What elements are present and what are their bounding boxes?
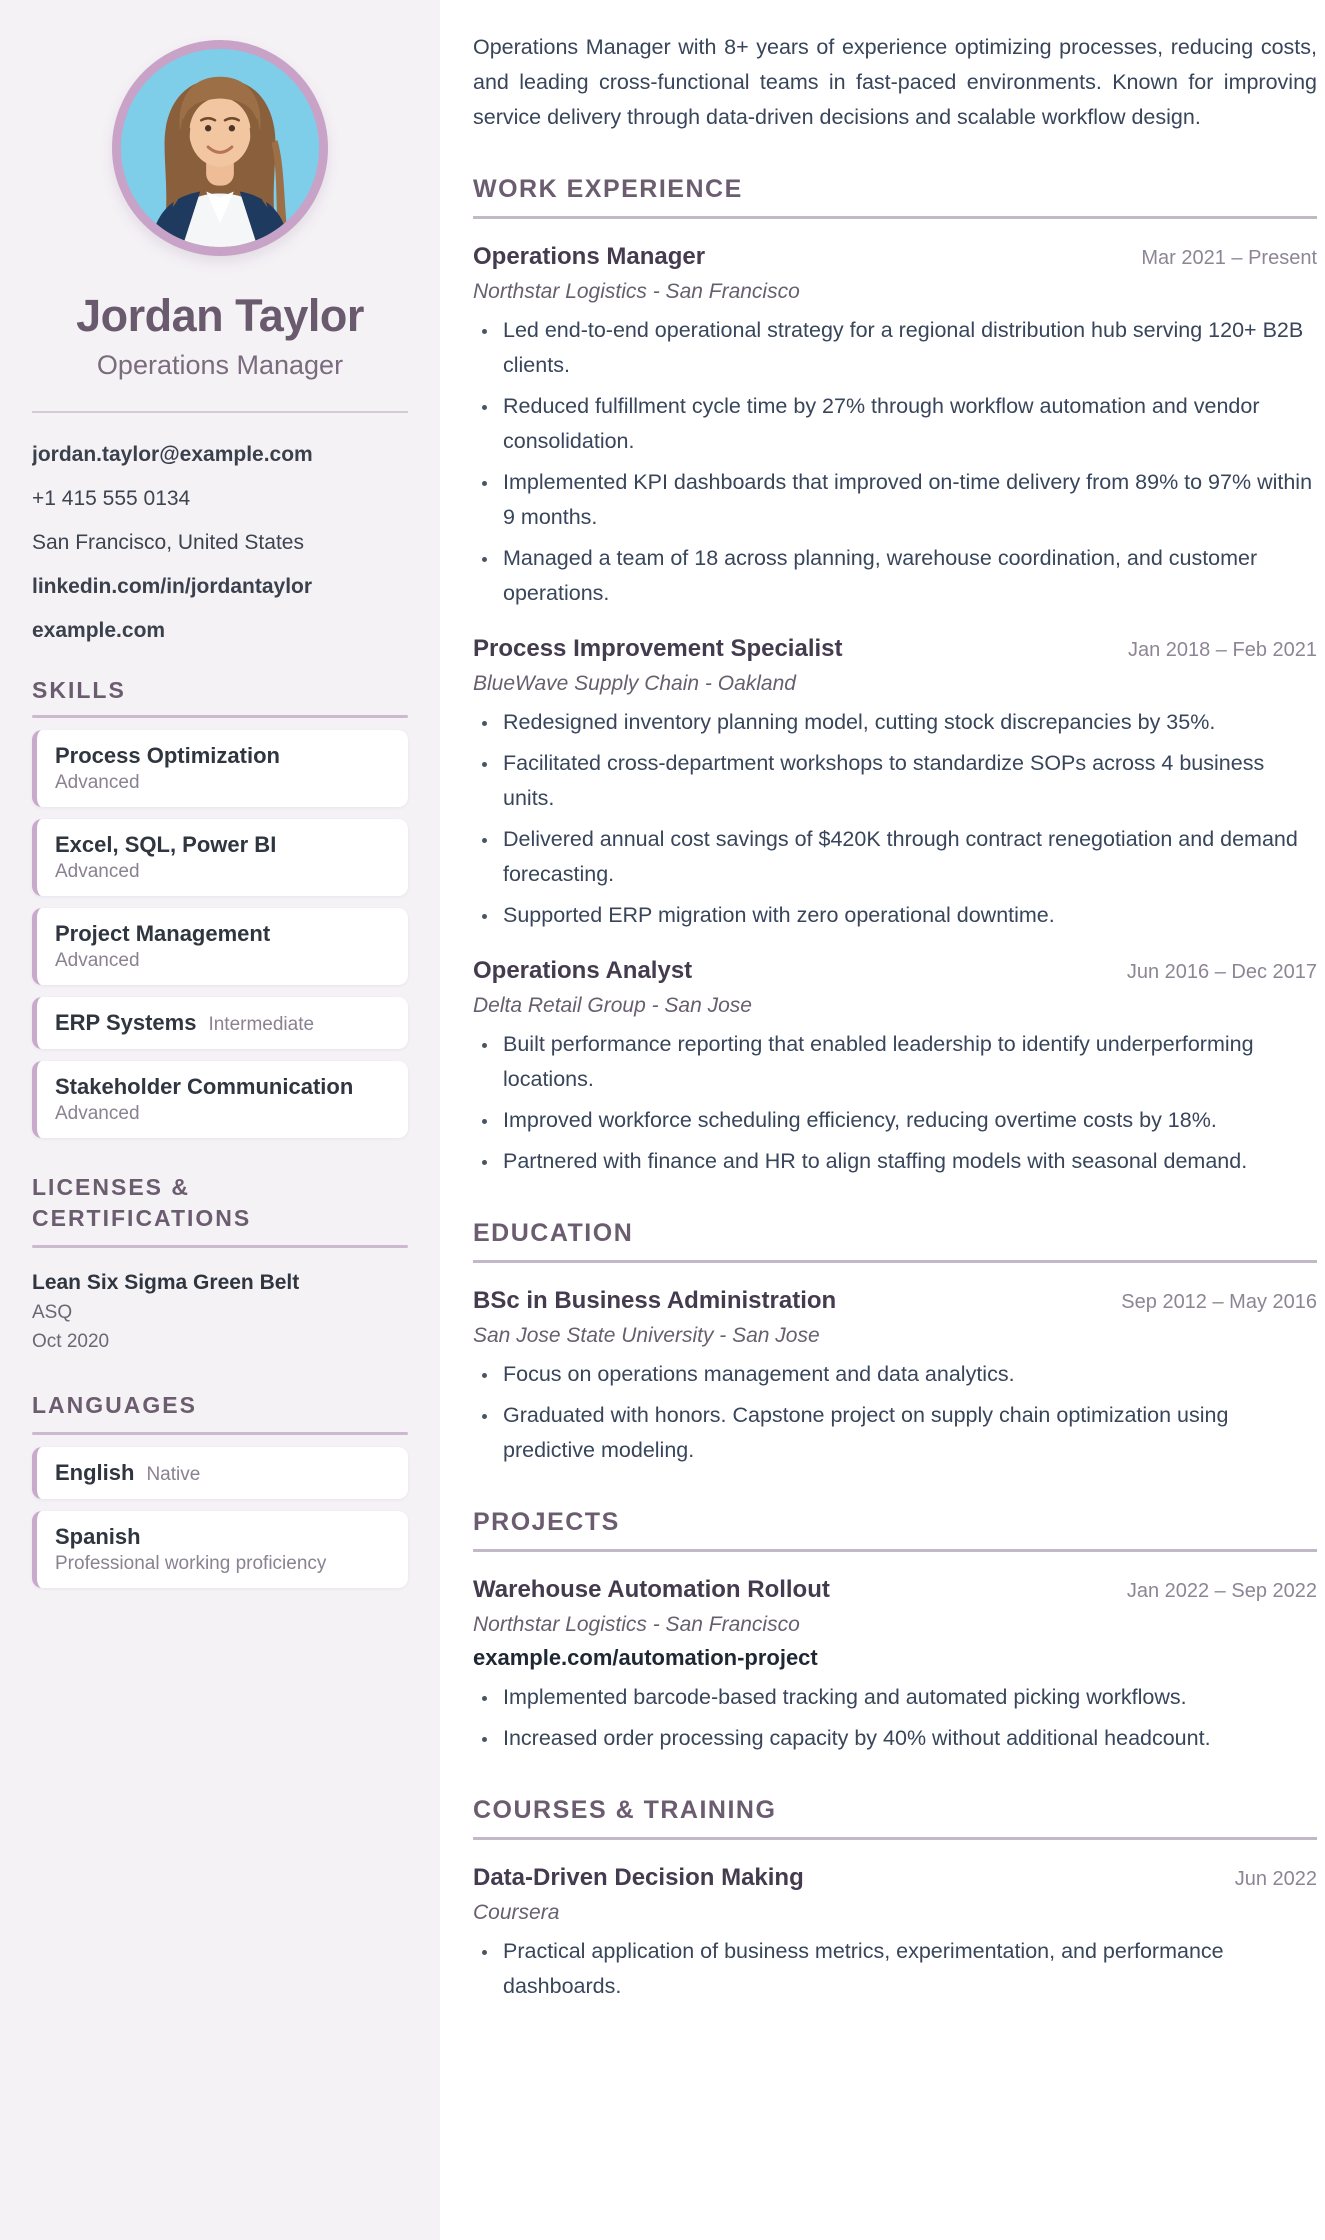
profile-photo <box>112 40 328 256</box>
projects-heading: PROJECTS <box>473 1508 620 1536</box>
education-divider <box>473 1260 1317 1263</box>
profile-photo-illustration <box>121 49 319 247</box>
course-date: Jun 2022 <box>1234 1868 1317 1890</box>
contact-linkedin[interactable]: linkedin.com/in/jordantaylor <box>32 575 313 598</box>
language-name: Spanish <box>55 1524 141 1549</box>
languages-heading: LANGUAGES <box>32 1392 197 1418</box>
contact-website[interactable]: example.com <box>32 619 166 642</box>
job-bullet: • Reduced fulfillment cycle time by 27% through workflow automation and vendor consolidation. <box>499 389 1317 459</box>
skill-level: Intermediate <box>208 1014 315 1035</box>
job-entry <box>473 243 1317 611</box>
job-bullet: • Redesigned inventory planning model, cutting stock discrepancies by 35%. <box>499 705 1317 740</box>
skills-list <box>32 730 408 1138</box>
language-level: Professional working proficiency <box>55 1553 327 1574</box>
course-bullet: • Practical application of business metrics, experimentation, and performance dashboards. <box>499 1934 1317 2004</box>
project-title: Warehouse Automation Rollout <box>473 1576 830 1603</box>
job-date: Jan 2018 – Feb 2021 <box>1127 639 1317 661</box>
contact-email[interactable]: jordan.taylor@example.com <box>32 443 313 466</box>
contact-phone: +1 415 555 0134 <box>32 487 191 510</box>
job-date: Jun 2016 – Dec 2017 <box>1126 961 1317 983</box>
course-provider: Coursera <box>473 1901 560 1924</box>
degree-title: BSc in Business Administration <box>473 1287 837 1314</box>
language-card <box>32 1447 408 1499</box>
project-bullet: • Increased order processing capacity by 40% without additional headcount. <box>499 1721 1317 1756</box>
education-bullet: • Graduated with honors. Capstone project on supply chain optimization using predictive modeling. <box>499 1398 1317 1468</box>
job-bullet: • Led end-to-end operational strategy for a regional distribution hub serving 120+ B2B clients. <box>499 313 1317 383</box>
job-date: Mar 2021 – Present <box>1141 247 1317 269</box>
job-bullet: • Managed a team of 18 across planning, warehouse coordination, and customer operations. <box>499 541 1317 611</box>
certifications-divider <box>32 1245 408 1248</box>
skill-card <box>32 730 408 807</box>
work-experience-heading: WORK EXPERIENCE <box>473 175 743 203</box>
skills-divider <box>32 715 408 718</box>
summary-text: Operations Manager with 8+ years of experience optimizing processes, reducing costs, and leading cross-functional teams in fast-paced environments. Known for improving service delivery through data-driven decisions and scalable workflow design. <box>473 35 1317 129</box>
job-entry <box>473 957 1317 1179</box>
certification-issuer: ASQ <box>32 1302 73 1323</box>
skill-card <box>32 1061 408 1138</box>
skill-name: Stakeholder Communication <box>55 1074 354 1099</box>
job-bullet: • Implemented KPI dashboards that improved on-time delivery from 89% to 97% within 9 months. <box>499 465 1317 535</box>
education-heading: EDUCATION <box>473 1219 634 1247</box>
skill-name: Project Management <box>55 921 271 946</box>
course-title: Data-Driven Decision Making <box>473 1864 804 1891</box>
work-experience-divider <box>473 216 1317 219</box>
project-link[interactable]: example.com/automation-project <box>473 1645 818 1670</box>
certifications-heading: LICENSES & CERTIFICATIONS <box>32 1174 252 1231</box>
project-bullets <box>473 1680 1317 1756</box>
language-card <box>32 1511 408 1588</box>
job-bullets <box>473 313 1317 611</box>
job-bullet: • Facilitated cross-department workshops to standardize SOPs across 4 business units. <box>499 746 1317 816</box>
person-name: Jordan Taylor <box>76 290 364 341</box>
course-bullets <box>473 1934 1317 2004</box>
skill-card <box>32 997 408 1049</box>
job-company: Delta Retail Group - San Jose <box>473 994 752 1017</box>
skill-level: Advanced <box>55 1103 140 1124</box>
courses-divider <box>473 1837 1317 1840</box>
job-entry <box>473 635 1317 933</box>
skill-name: ERP Systems <box>55 1010 197 1035</box>
skill-card <box>32 819 408 896</box>
job-bullets <box>473 1027 1317 1179</box>
name-divider <box>32 411 408 413</box>
resume-main <box>440 0 1325 2240</box>
person-job-title: Operations Manager <box>96 350 344 380</box>
languages-divider <box>32 1432 408 1435</box>
project-company: Northstar Logistics - San Francisco <box>473 1613 800 1636</box>
education-bullets <box>473 1357 1317 1468</box>
contact-list <box>32 433 408 653</box>
courses-heading: COURSES & TRAINING <box>473 1796 777 1824</box>
education-entry <box>473 1287 1317 1468</box>
job-title: Operations Manager <box>473 243 706 270</box>
course-entry <box>473 1864 1317 2004</box>
project-bullet: • Implemented barcode-based tracking and automated picking workflows. <box>499 1680 1317 1715</box>
skill-level: Advanced <box>55 861 140 882</box>
job-bullet: • Improved workforce scheduling efficiency, reducing overtime costs by 18%. <box>499 1103 1317 1138</box>
skill-card <box>32 908 408 985</box>
job-bullet: • Partnered with finance and HR to align staffing models with seasonal demand. <box>499 1144 1317 1179</box>
languages-list <box>32 1447 408 1588</box>
skill-level: Advanced <box>55 950 140 971</box>
skill-name: Excel, SQL, Power BI <box>55 832 277 857</box>
job-bullets <box>473 705 1317 933</box>
job-bullet: • Built performance reporting that enabled leadership to identify underperforming locations. <box>499 1027 1317 1097</box>
education-bullet: • Focus on operations management and data analytics. <box>499 1357 1317 1392</box>
project-date: Jan 2022 – Sep 2022 <box>1126 1580 1317 1602</box>
project-entry <box>473 1576 1317 1756</box>
education-date: Sep 2012 – May 2016 <box>1121 1291 1317 1313</box>
job-bullet: • Supported ERP migration with zero operational downtime. <box>499 898 1317 933</box>
contact-location: San Francisco, United States <box>32 531 304 554</box>
school-name: San Jose State University - San Jose <box>473 1324 820 1347</box>
certification-entry <box>32 1268 408 1356</box>
job-title: Process Improvement Specialist <box>473 635 843 662</box>
projects-divider <box>473 1549 1317 1552</box>
certification-date: Oct 2020 <box>32 1331 110 1352</box>
language-level: Native <box>146 1464 201 1485</box>
job-bullet: • Delivered annual cost savings of $420K through contract renegotiation and demand forecasting. <box>499 822 1317 892</box>
job-company: BlueWave Supply Chain - Oakland <box>473 672 796 695</box>
sidebar <box>0 0 440 2240</box>
language-name: English <box>55 1460 135 1485</box>
skill-level: Advanced <box>55 772 140 793</box>
certification-name: Lean Six Sigma Green Belt <box>32 1271 300 1294</box>
skills-heading: SKILLS <box>32 677 126 703</box>
job-title: Operations Analyst <box>473 957 693 984</box>
skill-name: Process Optimization <box>55 743 280 768</box>
job-company: Northstar Logistics - San Francisco <box>473 280 800 303</box>
